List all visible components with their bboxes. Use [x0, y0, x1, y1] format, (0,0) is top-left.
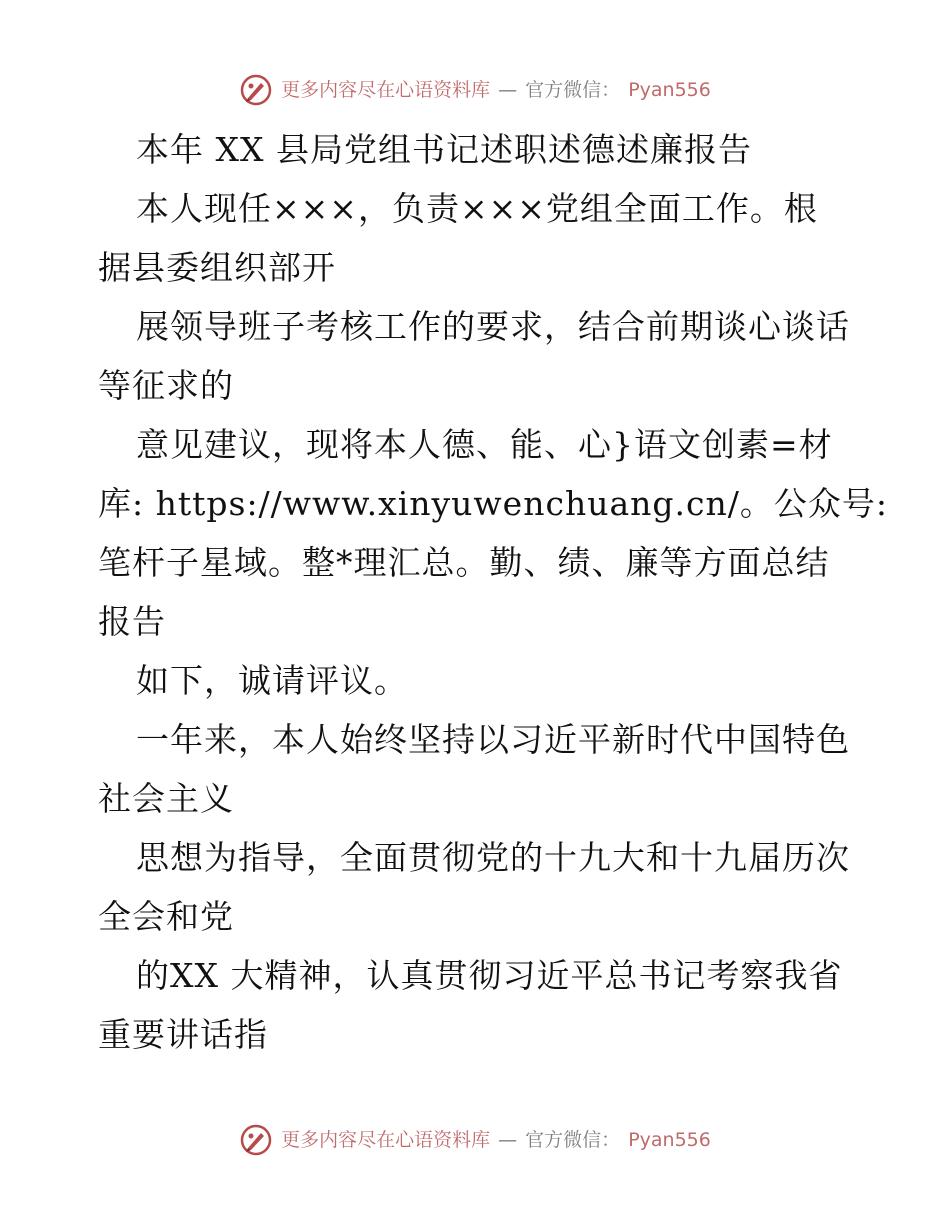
- paragraph-line: 社会主义: [98, 779, 234, 818]
- paragraph-line: 本人现任×××，负责×××党组全面工作。根: [136, 189, 818, 228]
- banner-official-text: 官方微信：: [525, 79, 621, 101]
- paragraph-line: 展领导班子考核工作的要求，结合前期谈心谈话: [136, 307, 850, 346]
- document-title: 本年 XX 县局党组书记述职述德述廉报告: [136, 130, 752, 169]
- footer-banner: [0, 1120, 950, 1160]
- paragraph-line: 思想为指导，全面贯彻党的十九大和十九届历次: [136, 838, 850, 877]
- paragraph-line: 笔杆子星域。整*理汇总。勤、绩、廉等方面总结: [98, 543, 830, 582]
- banner-main-text: 更多内容尽在心语资料库: [281, 1129, 491, 1151]
- banner-main-text: 更多内容尽在心语资料库: [281, 79, 491, 101]
- banner-separator: —: [498, 1129, 518, 1151]
- header-banner: [0, 70, 950, 110]
- banner-official-text: 官方微信：: [525, 1129, 621, 1151]
- paragraph-line: 全会和党: [98, 897, 234, 936]
- banner-wechat-id: Pyan556: [628, 1129, 711, 1151]
- banner-separator: —: [498, 79, 518, 101]
- paragraph-line: 报告: [98, 602, 166, 641]
- paragraph-line: 意见建议，现将本人德、能、心}语文创素=材: [136, 425, 833, 464]
- logo-icon: [239, 73, 273, 107]
- logo-icon: [239, 1123, 273, 1157]
- document-body: [98, 120, 888, 1064]
- paragraph-line: 据县委组织部开: [98, 248, 336, 287]
- paragraph-line: 一年来，本人始终坚持以习近平新时代中国特色: [136, 720, 850, 759]
- paragraph-line: 库: https://www.xinyuwenchuang.cn/。公众号:: [98, 484, 888, 523]
- banner-wechat-id: Pyan556: [628, 79, 711, 101]
- paragraph-line: 的XX 大精神，认真贯彻习近平总书记考察我省: [136, 956, 843, 995]
- paragraph-line: 等征求的: [98, 366, 234, 405]
- paragraph-line: 重要讲话指: [98, 1015, 268, 1054]
- paragraph-line: 如下，诚请评议。: [136, 661, 408, 700]
